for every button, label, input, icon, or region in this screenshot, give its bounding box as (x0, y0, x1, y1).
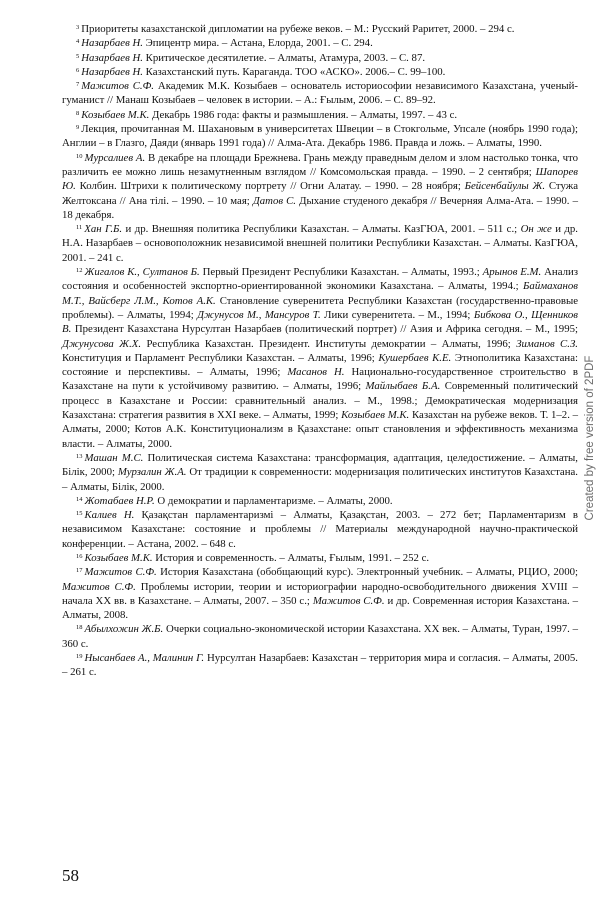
footnote-author: Датов С. (252, 194, 297, 207)
footnote-author: Козыбаев М.К. (341, 409, 410, 422)
footnote-number: 7 (76, 81, 80, 89)
footnote-text: От традиции к современности: модернизация политических институтов Казахстана. – Алматы, Білік, 2000. (62, 466, 578, 493)
footnote-author: Масанов Н. (287, 366, 345, 379)
footnote-author: Нысанбаев А., Малинин Г. (84, 652, 205, 665)
footnote-13 (62, 451, 578, 494)
footnote-number: 10 (76, 152, 83, 160)
footnote-text: Лики суверенитета. – М., 1994; (320, 308, 474, 321)
footnote-6 (62, 65, 578, 79)
footnote-text: Современный политический процесс в Казахстане и России: сравнительный анализ. – М., 1998.; Демократическая модернизация Казахстана: стратегия развития в XXI веке. – Алматы, 1999; (62, 380, 578, 422)
footnote-8 (62, 108, 578, 122)
footnote-author: Козыбаев М.К. (84, 551, 153, 564)
footnote-text: Республика Казахстан. Президент. Институты демократии – Алматы, 1996; (141, 337, 517, 350)
watermark (582, 238, 598, 638)
footnote-author: Мажитов С.Ф. (84, 566, 157, 579)
footnote-text: Лекция, прочитанная М. Шахановым в университетах Швеции – в Стокгольме, Упсале (ноябрь 1990 года); Англии – в Глазго, Даяди (январь 1991 года) // Алма-Ата. Декабрь 1986. Правда и ложь. – Алматы, 1990. (62, 123, 578, 150)
footnote-text: Конституция и Парламент Республики Казахстан. – Алматы, 1996; (62, 351, 379, 364)
footnote-text: Очерки социально-экономической истории Казахстана. XX век. – Алматы, Туран, 1997. – 360 с. (62, 623, 578, 650)
footnote-number: 15 (76, 510, 83, 518)
footnote-15 (62, 508, 578, 551)
footnote-author: Калиев Н. (84, 509, 135, 522)
footnote-number: 12 (76, 267, 83, 275)
footnote-number: 6 (76, 66, 80, 74)
footnote-text: Анализ состояния и особенностей экспортно-ориентированной экономики Казахстана. – Алматы, 1994.; (62, 266, 579, 293)
footnote-number: 3 (76, 24, 80, 31)
footnote-text: Первый Президент Республики Казахстан. – Алматы, 1993.; (199, 266, 483, 279)
footnote-author: Он же (520, 223, 552, 236)
watermark-text: Created by free version of 2PDF (584, 355, 596, 521)
footnote-number: 19 (76, 653, 83, 661)
footnote-text: Политическая система Казахстана: трансформация, адаптация, целедостижение. – Алматы, Білік, 2000; (62, 451, 578, 479)
footnote-10 (62, 151, 578, 222)
footnote-author: Мажитов С.Ф. (81, 80, 154, 93)
footnote-4 (62, 36, 578, 50)
footnote-author: Бейсенбайулы Ж. (464, 180, 546, 193)
footnote-number: 18 (76, 624, 83, 632)
footnote-12 (62, 265, 578, 451)
footnotes-list (62, 22, 578, 680)
footnote-text: История Казахстана (обобщающий курс). Электронный учебник. – Алматы, РЦИО, 2000; (156, 566, 578, 579)
footnote-text: Колбин. Штрихи к политическому портрету // Огни Алатау. – 1990. – 28 ноября; (75, 180, 465, 193)
footnote-text: Казахстан на рубеже веков. Т. 1–2. – Алматы, 2000; Котов А.К. Конституционализм в Қазахстане: опыт становления и эффективность механизма власти. – Алматы, 2000. (62, 409, 579, 450)
footnote-author: Хан Г.Б. (84, 223, 123, 236)
footnote-number: 14 (76, 495, 83, 503)
footnote-number: 9 (76, 124, 80, 132)
footnote-author: Назарбаев Н. (81, 37, 143, 50)
page-number: 58 (62, 866, 79, 885)
footnote-text: Национально-государственное строительство в Казахстане на пути к устойчивому развитию. – Алматы, 1996; (62, 366, 578, 393)
footnote-18 (62, 622, 578, 651)
footnote-text: Казахстанский путь. Караганда. ТОО «АСКО». 2006.– С. 99–100. (142, 65, 446, 78)
footnote-author: Кушербаев К.Е. (378, 351, 452, 364)
footnote-text: О демократии и парламентаризме. – Алматы, 2000. (154, 494, 393, 507)
footnote-number: 4 (76, 38, 80, 46)
footnote-text: Проблемы истории, теории и историографии народно-освободительного движения XVIII – начала XX вв. в Казахстане. – Алматы, 2007. – 350 с.; (62, 580, 579, 607)
footnote-author: Зиманов С.З. (516, 337, 578, 350)
footnote-text: Этнополитика Казахстана: состояние и перспективы. – Алматы, 1996; (62, 351, 578, 379)
footnote-16 (62, 551, 578, 565)
footnote-text: Эпицентр мира. – Астана, Елорда, 2001. – С. 294. (142, 37, 373, 50)
footnote-author: Машан М.С. (84, 451, 144, 464)
footnote-author: Абылхожин Ж.Б. (84, 623, 164, 636)
footnote-text: В декабре на площади Брежнева. Грань между праведным делом и злом настолько тонка, что различить ее можно лишь незамутненным взглядом // Комсомольская правда. – 1990. – 2 сентября; (62, 151, 578, 178)
footnote-author: Джунусова Ж.Х. (62, 337, 142, 350)
footnote-text: Қазақстан парламентаризмі – Алматы, Қазақстан, 2003. – 272 бет; Парламентаризм в независимом Казахстане: состояние и проблемы // Материалы международной научно-практической конференции. – Астана, 2002. – 648 с. (62, 509, 578, 550)
footnote-text: Стужа Желтоксана // Ана тілі. – 1990. – 10 мая; (62, 180, 578, 207)
footnote-author: Мажитов С.Ф. (312, 594, 385, 607)
footnote-9 (62, 122, 578, 151)
footnote-author: Баймаханов М.Т., Вайсберг Л.М., Котов А.К. (62, 280, 578, 307)
footnote-author: Назарбаев Н. (81, 51, 143, 64)
footnote-number: 8 (76, 109, 80, 117)
footnote-14 (62, 494, 578, 508)
footnote-text: и др. Н.А. Назарбаев – основоположник независимой внешней политики Республики Казахстан. – Алматы. КазГЮА, 2001. – 241 с. (62, 223, 578, 264)
footnote-number: 17 (76, 567, 83, 575)
footnote-author: Назарбаев Н. (81, 65, 143, 78)
footnote-number: 13 (76, 452, 83, 460)
footnote-5 (62, 51, 578, 65)
footnote-author: Бибкова О., Щенников В. (62, 308, 578, 336)
footnote-11 (62, 222, 578, 265)
footnote-17 (62, 565, 578, 622)
footnote-number: 16 (76, 552, 83, 560)
footnote-author: Жотабаев Н.Р. (84, 494, 155, 507)
footnote-text: Приоритеты казахстанской дипломатии на рубеже веков. – М.: Русский Раритет, 2000. – 294 с. (81, 23, 515, 35)
footnote-author: Мурзалин Ж.А. (117, 466, 187, 479)
footnote-author: Майлыбаев Б.А. (365, 380, 441, 393)
footnote-text: Декабрь 1986 года: факты и размышления. – Алматы, 1997. – 43 с. (149, 108, 458, 121)
footnote-text: Дыхание студеного декабря // Вечерняя Алма-Ата. – 1990. – 18 декабря. (62, 194, 578, 221)
footnote-text: и др. Внешняя политика Республики Казахстан. – Алматы. КазГЮА, 2001. – 511 с.; (122, 223, 521, 236)
footnote-text: Академик М.К. Козыбаев – основатель историософии независимого Казахстана, ученый-гуманист // Манаш Козыбаев – человек в истории. – А.: Ғылым, 2006. – С. 89–92. (62, 80, 578, 107)
footnote-author: Мурсалиев А. (84, 151, 146, 164)
footnote-author: Жигалов К., Султанов Б. (84, 266, 200, 279)
footnote-text: Нурсултан Назарбаев: Казахстан – территория мира и согласия. – Алматы, 2005. – 261 с. (62, 652, 578, 679)
footnote-text: Президент Казахстана Нурсултан Назарбаев (политический портрет) // Азия и Африка сегодня. – М., 1995; (71, 323, 578, 336)
footnote-author: Джунусов М., Мансуров Т. (197, 308, 321, 321)
footnote-text: Критическое десятилетие. – Алматы, Атамура, 2003. – С. 87. (142, 51, 426, 64)
footnote-author: Шапорев Ю. (62, 165, 578, 193)
footnote-author: Мажитов С.Ф. (62, 580, 136, 593)
footnote-number: 5 (76, 52, 80, 60)
footnote-19 (62, 651, 578, 680)
footnote-7 (62, 79, 578, 108)
footnote-number: 11 (76, 224, 83, 232)
footnote-text: История и современность. – Алматы, Ғылым, 1991. – 252 с. (152, 551, 430, 564)
footnote-author: Козыбаев М.К. (81, 108, 150, 121)
footnote-text: Становление суверенитета Республики Казахстан (государственно-правовые проблемы). – Алматы, 1994; (62, 294, 578, 321)
footnote-text: и др. Современная история Казахстана. – Алматы, 2008. (62, 594, 578, 622)
footnote-author: Арынов Е.М. (482, 266, 542, 279)
footnote-3 (62, 22, 578, 36)
